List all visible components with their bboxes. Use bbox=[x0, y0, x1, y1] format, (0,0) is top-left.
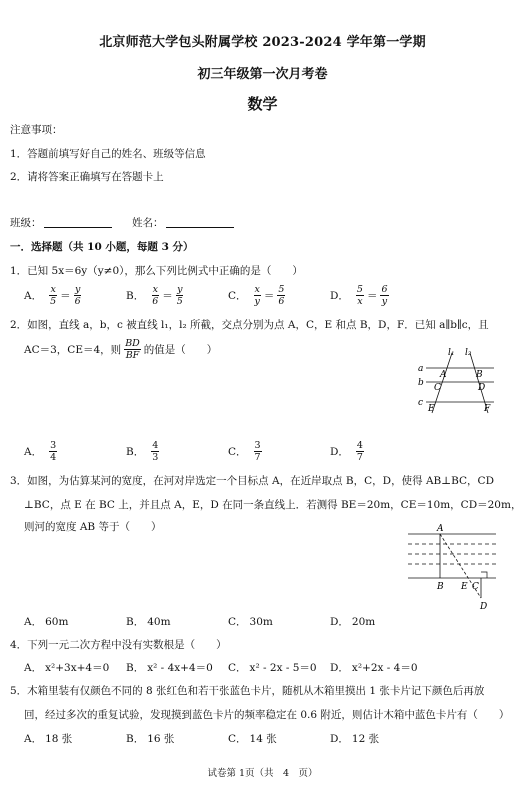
question-1-stem: 1．已知 5x＝6y（y≠0），那么下列比例式中正确的是（ ） bbox=[10, 265, 303, 277]
right-angle-mark bbox=[481, 572, 487, 578]
question-1-option-c: C． $\frac{x}{y}$ ＝ $\frac{5}{6}$ bbox=[228, 284, 285, 307]
question-3-stem-line2: ⊥BC，点 E 在 BC 上，并且点 A，E，D 在同一条直线上．若测得 BE＝20m，CE＝10m，CD＝20m， bbox=[24, 499, 522, 511]
question-2-figure bbox=[412, 344, 497, 416]
class-label: 班级： bbox=[10, 217, 42, 229]
question-5-option-d: D． 12 张 bbox=[330, 733, 380, 745]
question-3-option-c: C． 30m bbox=[228, 615, 273, 628]
page-footer: 试卷第 1页（共 4 页） bbox=[207, 768, 318, 779]
question-3-option-d: D． 20m bbox=[330, 615, 376, 628]
label-l1: l₁ bbox=[448, 348, 455, 358]
label-a: a bbox=[418, 364, 424, 374]
question-2-option-d: D． $\frac{4}{7}$ bbox=[330, 440, 363, 463]
question-5-stem-line1: 5．木箱里装有仅颜色不同的 8 张红色和若干张蓝色卡片，随机从木箱里摸出 1 张卡片记下颜色后再放 bbox=[10, 685, 485, 697]
question-2-stem-line1: 2．如图，直线 a，b，c 被直线 l₁，l₂ 所截，交点分别为点 A，C，E 和点 B，D，F．已知 a∥b∥c，且 bbox=[10, 319, 489, 331]
label-A: A bbox=[437, 524, 444, 534]
question-1-option-b: B． $\frac{x}{6}$ ＝ $\frac{y}{5}$ bbox=[126, 284, 183, 307]
section-heading: 一．选择题（共 10 小题，每题 3 分） bbox=[10, 241, 194, 253]
question-3-option-b: B． 40m bbox=[126, 615, 171, 628]
label-F: F bbox=[484, 404, 491, 414]
question-5-stem-line2: 回，经过多次的重复试验，发现摸到蓝色卡片的频率稳定在 0.6 附近，则估计木箱中蓝色卡片有（ ） bbox=[24, 709, 510, 721]
question-4-option-d: D． x²+2x - 4＝0 bbox=[330, 662, 418, 674]
label-E: E bbox=[428, 404, 435, 414]
label-b: b bbox=[418, 378, 424, 388]
question-5-option-b: B． 16 张 bbox=[126, 733, 175, 745]
question-1-option-d: D． $\frac{5}{x}$ ＝ $\frac{6}{y}$ bbox=[330, 284, 388, 307]
name-field bbox=[132, 216, 234, 230]
label-l2: l₂ bbox=[465, 348, 472, 358]
name-label: 姓名： bbox=[132, 217, 164, 229]
label-B: B bbox=[437, 582, 444, 592]
label-c: c bbox=[418, 398, 424, 408]
question-3-option-a: A． 60m bbox=[24, 615, 69, 628]
notes-heading: 注意事项： bbox=[10, 124, 63, 136]
label-D: D bbox=[480, 602, 488, 612]
question-2-stem-line2: AC＝3，CE＝4，则 $\frac{BD}{BF}$ 的值是（ ） bbox=[24, 338, 218, 361]
class-blank bbox=[44, 216, 112, 228]
label-D: D bbox=[478, 383, 486, 393]
question-3-stem-line1: 3．如图，为估算某河的宽度，在河对岸选定一个目标点 A，在近岸取点 B，C，D，使得 AB⊥BC，CD bbox=[10, 475, 495, 487]
label-C: C bbox=[472, 582, 479, 592]
question-4-option-b: B． x² - 4x+4＝0 bbox=[126, 662, 213, 674]
question-4-stem: 4．下列一元二次方程中没有实数根是（ ） bbox=[10, 639, 227, 651]
question-4-option-a: A． x²+3x+4＝0 bbox=[24, 662, 110, 674]
label-E: E bbox=[461, 582, 468, 592]
label-B: B bbox=[476, 370, 483, 380]
question-3-stem-line3: 则河的宽度 AB 等于（ ） bbox=[24, 521, 162, 533]
question-2-option-a: A． $\frac{3}{4}$ bbox=[24, 440, 57, 463]
question-2-option-c: C． $\frac{3}{7}$ bbox=[228, 440, 261, 463]
question-1-option-a: A． $\frac{x}{5}$ ＝ $\frac{y}{6}$ bbox=[24, 284, 81, 307]
name-blank bbox=[166, 216, 234, 228]
class-field bbox=[10, 216, 112, 230]
subject-title: 数学 bbox=[247, 95, 278, 113]
label-A: A bbox=[440, 370, 447, 380]
note-item-2: 2．请将答案正确填写在答题卡上 bbox=[10, 171, 164, 183]
question-2-option-b: B． $\frac{4}{3}$ bbox=[126, 440, 159, 463]
question-3-figure bbox=[406, 522, 498, 612]
exam-title: 北京师范大学包头附属学校 2023-2024 学年第一学期 bbox=[99, 35, 426, 50]
question-4-option-c: C． x² - 2x - 5＝0 bbox=[228, 662, 317, 674]
exam-subtitle: 初三年级第一次月考卷 bbox=[197, 67, 328, 82]
note-item-1: 1．答题前填写好自己的姓名、班级等信息 bbox=[10, 148, 206, 160]
question-5-option-a: A． 18 张 bbox=[24, 733, 73, 745]
question-5-option-c: C． 14 张 bbox=[228, 733, 277, 745]
label-C: C bbox=[434, 383, 441, 393]
